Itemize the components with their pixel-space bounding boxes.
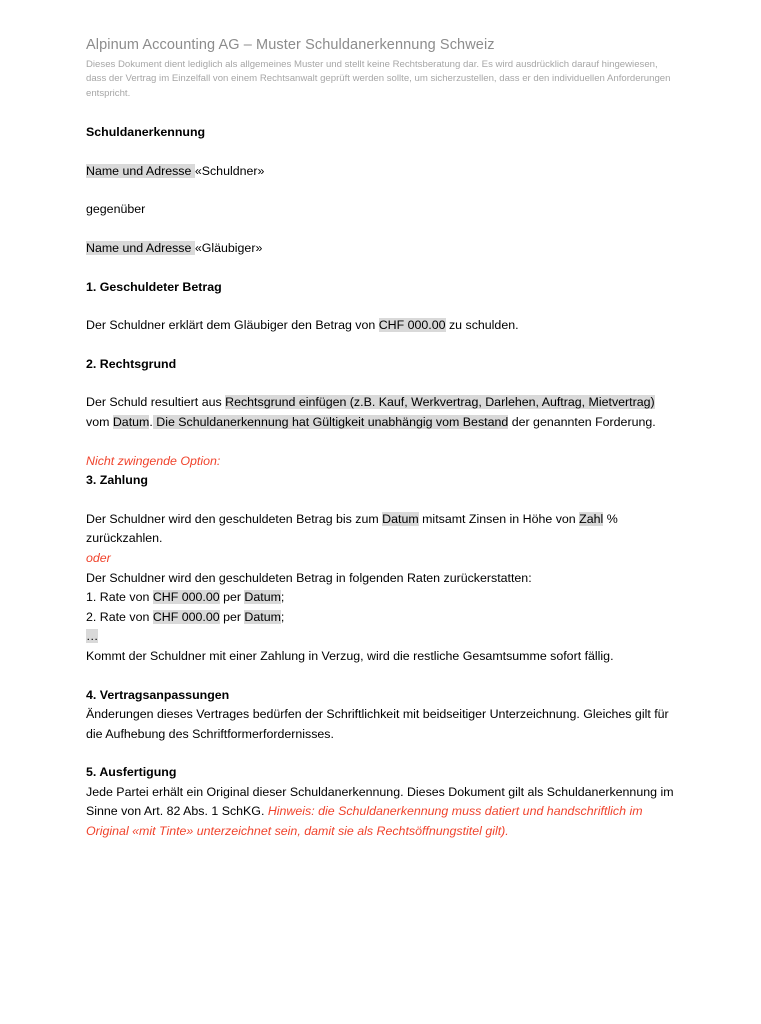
section-3-paragraph-1 bbox=[86, 510, 678, 549]
instalment-1-date-field: Datum bbox=[244, 590, 281, 605]
party-debtor-line bbox=[86, 162, 678, 182]
section-2-validity-clause: Die Schuldanerkennung hat Gültigkeit unabhängig vom Bestand bbox=[152, 414, 509, 429]
section-3-interest-rate-field: Zahl bbox=[579, 511, 604, 526]
disclaimer-text: Dieses Dokument dient lediglich als allgemeines Muster und stellt keine Rechtsberatung dar. Es wird ausdrücklich darauf hingewiesen, dass der Vertrag im Einzelfall von einem Rechtsanwalt geprüft werden sollte, um sicherzustellen, dass er den individuellen Anforderungen entspricht. bbox=[86, 59, 671, 99]
section-5-note-red: Hinweis: die Schuldanerkennung muss datiert und handschriftlich im Original «mit Tinte» unterzeichnet sein, damit sie als Rechtsöffnungstitel gilt). bbox=[86, 804, 643, 839]
section-3-p1-suffix: % zurückzahlen. bbox=[86, 511, 618, 546]
alternative-word: oder bbox=[86, 550, 111, 565]
section-1-heading: 1. Geschuldeter Betrag bbox=[86, 279, 222, 294]
party-creditor-line bbox=[86, 239, 678, 259]
spacer bbox=[86, 336, 678, 355]
section-2-date-field: Datum bbox=[112, 414, 150, 429]
creditor-role-label: «Gläubiger» bbox=[194, 241, 263, 255]
document-content bbox=[86, 36, 678, 842]
section-1-body-prefix: Der Schuldner erklärt dem Gläubiger den Betrag von bbox=[86, 318, 379, 333]
instalment-1-suffix: ; bbox=[280, 590, 285, 605]
section-3-paragraph-3: Kommt der Schuldner mit einer Zahlung in Verzug, wird die restliche Gesamtsumme sofort fällig. bbox=[86, 648, 614, 663]
section-1-body bbox=[86, 316, 678, 336]
creditor-placeholder-field: Name und Adresse bbox=[86, 241, 195, 255]
spacer bbox=[86, 667, 678, 686]
section-2-body bbox=[86, 393, 678, 432]
section-3-paragraph-2: Der Schuldner wird den geschuldeten Betrag in folgenden Raten zurückerstatten: bbox=[86, 570, 532, 585]
instalment-1-amount-field: CHF 000.00 bbox=[152, 590, 220, 605]
optional-option-note: Nicht zwingende Option: bbox=[86, 453, 221, 468]
spacer bbox=[86, 220, 678, 239]
section-5-body bbox=[86, 783, 678, 842]
spacer bbox=[86, 433, 678, 452]
instalment-2-amount-field: CHF 000.00 bbox=[152, 609, 220, 624]
section-1-amount-field: CHF 000.00 bbox=[378, 318, 446, 333]
party-separator-word: gegenüber bbox=[86, 202, 146, 217]
section-1-body-suffix: zu schulden. bbox=[445, 318, 519, 333]
document-body bbox=[86, 123, 678, 841]
instalment-1-mid: per bbox=[219, 590, 245, 605]
instalment-2-suffix: ; bbox=[280, 609, 285, 624]
section-3-p1-mid: mitsamt Zinsen in Höhe von bbox=[418, 511, 580, 526]
spacer bbox=[86, 491, 678, 510]
section-4-body: Änderungen dieses Vertrages bedürfen der Schriftlichkeit mit beidseitiger Unterzeichnung. Gleiches gilt für die Aufhebung des Schriftformerfordernisses. bbox=[86, 707, 669, 741]
section-2-prefix: Der Schuld resultiert aus bbox=[86, 395, 226, 410]
instalment-row bbox=[86, 608, 678, 628]
spacer bbox=[86, 744, 678, 763]
section-4-heading: 4. Vertragsanpassungen bbox=[86, 687, 230, 702]
instalment-1-prefix: 1. Rate von bbox=[86, 590, 153, 605]
instalment-row bbox=[86, 588, 678, 608]
spacer bbox=[86, 259, 678, 278]
spacer bbox=[86, 374, 678, 393]
debtor-placeholder-field: Name und Adresse bbox=[86, 163, 195, 178]
spacer bbox=[86, 143, 678, 162]
instalment-2-mid: per bbox=[219, 609, 245, 624]
section-3-p1-prefix: Der Schuldner wird den geschuldeten Betrag bis zum bbox=[86, 511, 383, 526]
heading-schuldanerkennung: Schuldanerkennung bbox=[86, 125, 206, 140]
section-2-period: . bbox=[149, 414, 153, 429]
instalment-2-date-field: Datum bbox=[244, 609, 281, 624]
section-3-due-date-field: Datum bbox=[382, 511, 419, 526]
instalment-ellipsis: … bbox=[86, 629, 99, 644]
instalment-ellipsis-row bbox=[86, 627, 678, 647]
section-5-body-text: Jede Partei erhält ein Original dieser Schuldanerkennung. Dieses Dokument gilt als Schuldanerkennung im Sinne von Art. 82 Abs. 1 SchKG. bbox=[86, 784, 674, 819]
debtor-role-label: «Schuldner» bbox=[194, 163, 265, 178]
page-title: Alpinum Accounting AG – Muster Schuldanerkennung Schweiz bbox=[86, 37, 495, 53]
spacer bbox=[86, 297, 678, 316]
section-2-mid: vom bbox=[86, 414, 113, 429]
section-2-legalbasis-field: Rechtsgrund einfügen (z.B. Kauf, Werkvertrag, Darlehen, Auftrag, Mietvertrag) bbox=[225, 395, 655, 410]
spacer bbox=[86, 181, 678, 200]
section-2-tail: der genannten Forderung. bbox=[508, 414, 656, 429]
section-3-heading: 3. Zahlung bbox=[86, 473, 148, 488]
section-5-heading: 5. Ausfertigung bbox=[86, 765, 177, 780]
section-2-heading: 2. Rechtsgrund bbox=[86, 356, 177, 371]
instalment-2-prefix: 2. Rate von bbox=[86, 609, 153, 624]
